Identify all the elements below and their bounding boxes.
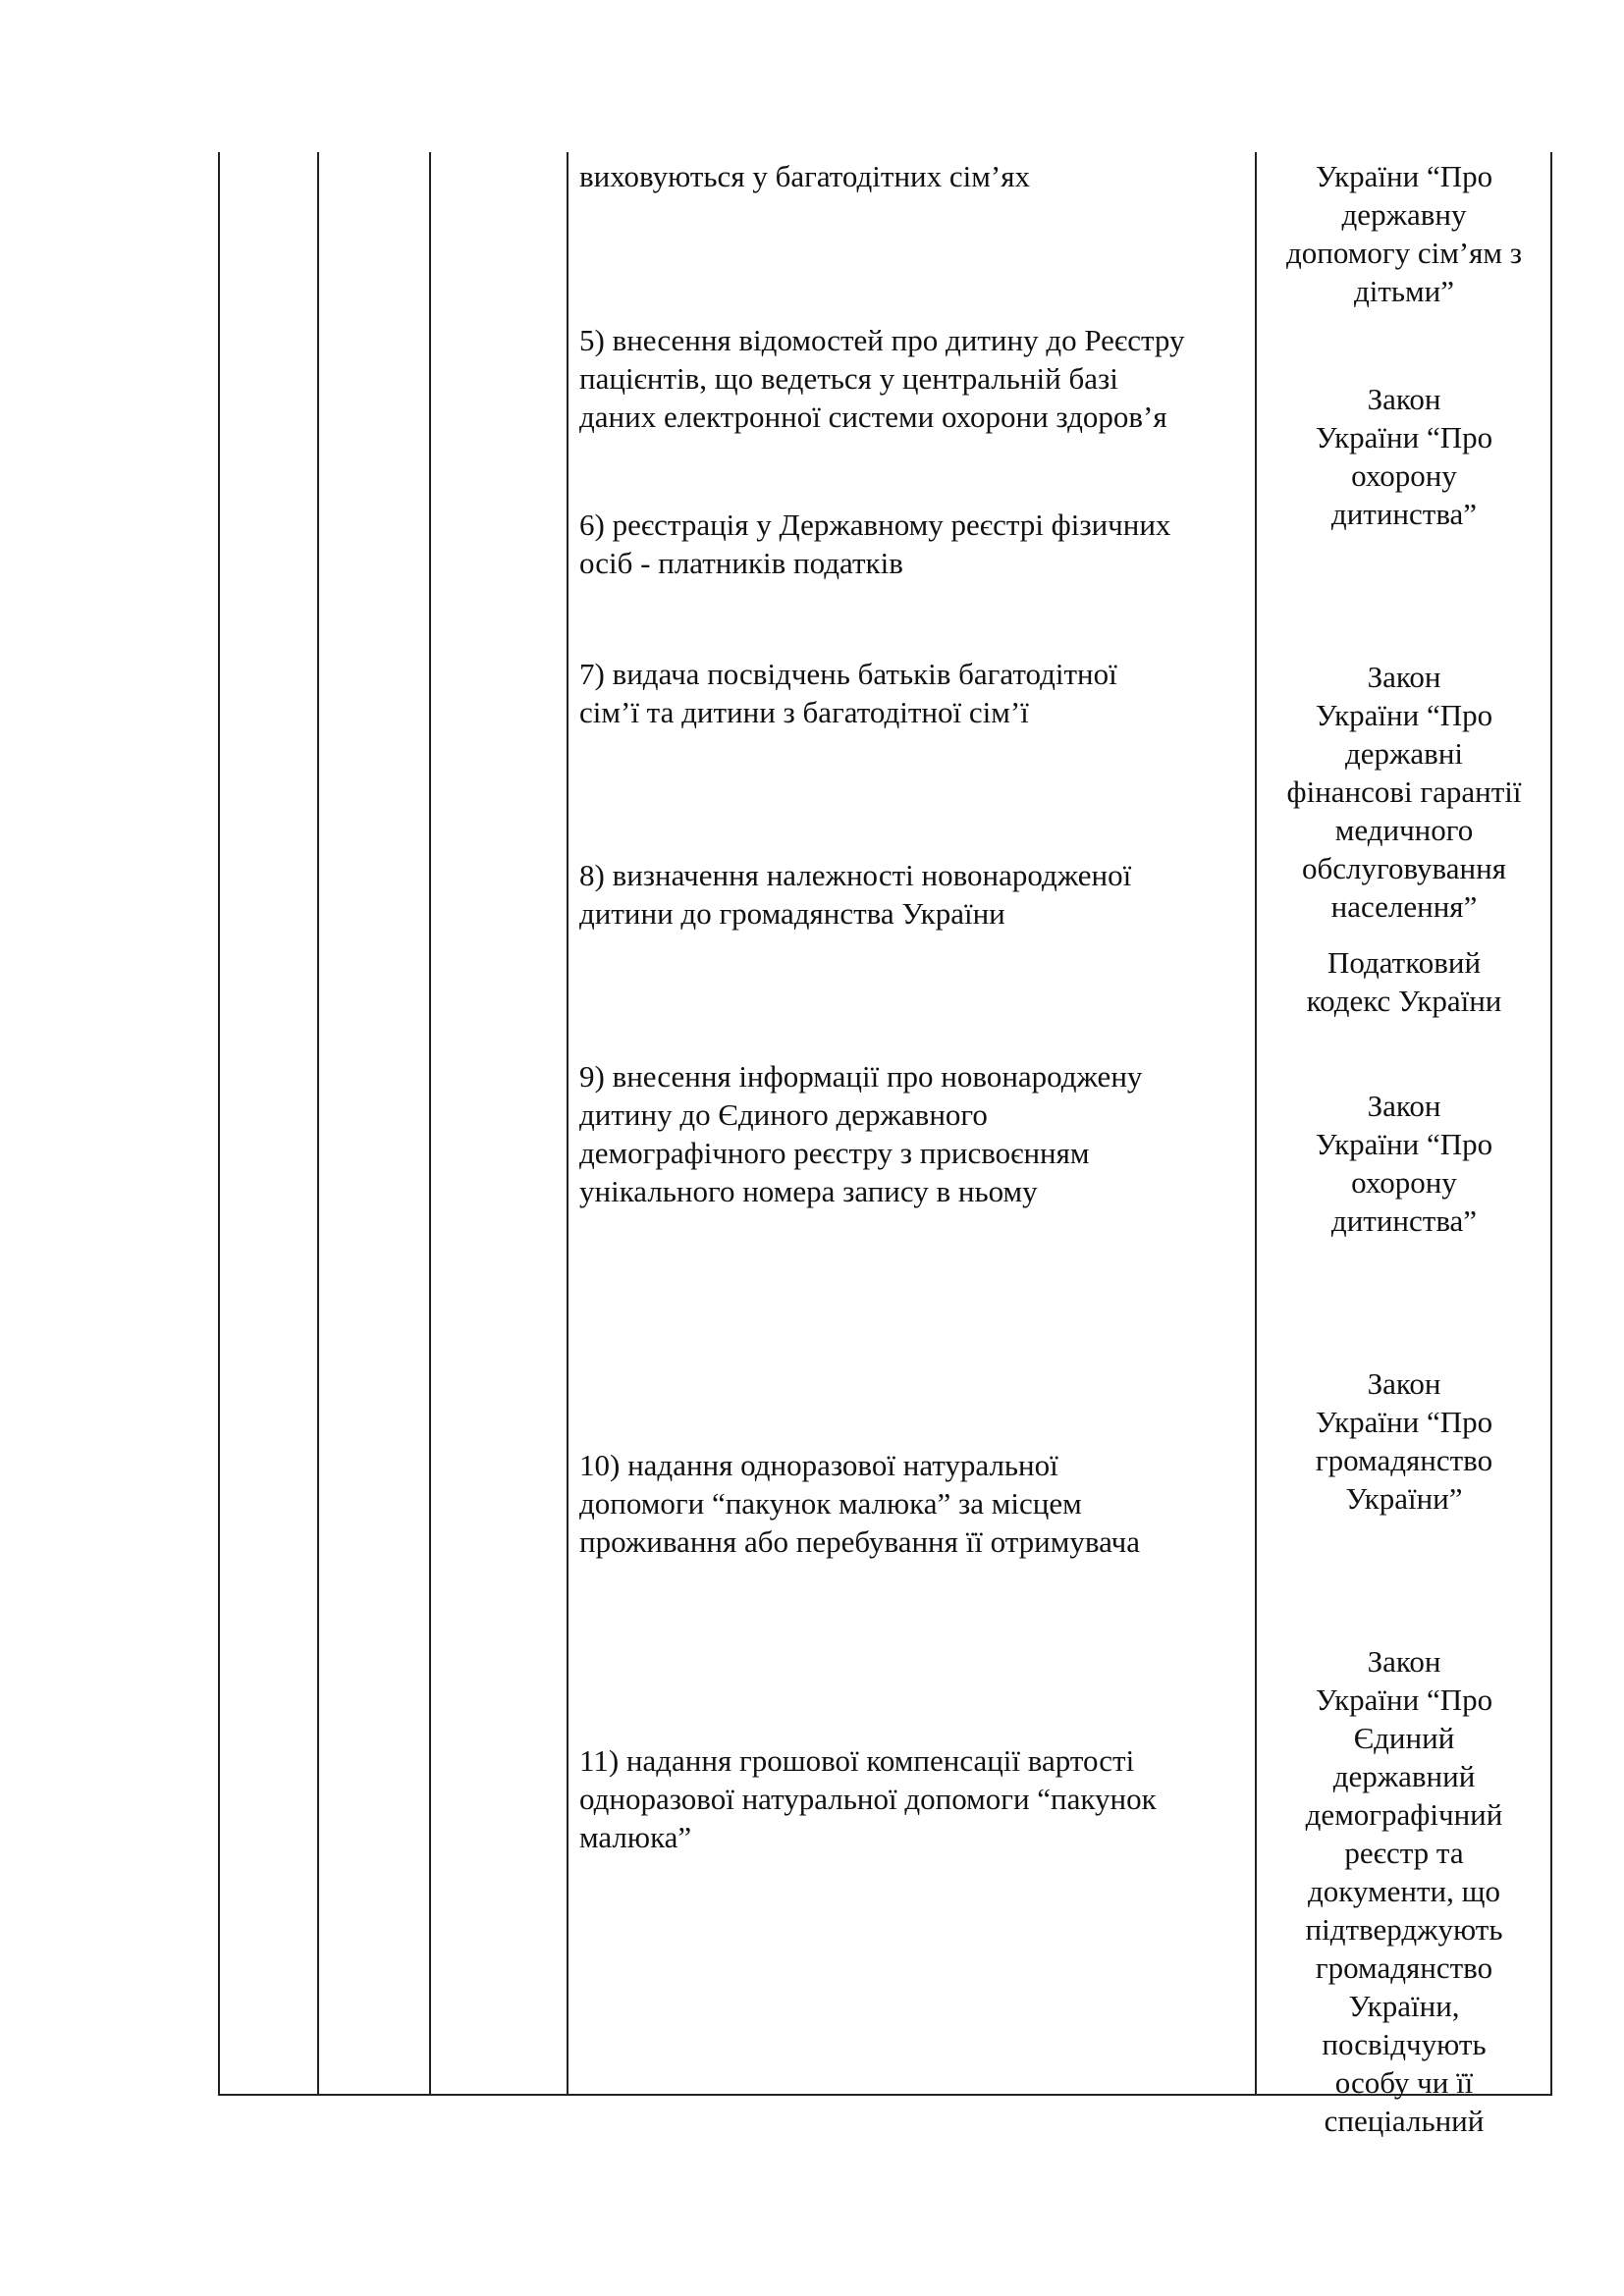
measure-line: 11) надання грошової компенсації вартості <box>579 1743 1135 1778</box>
measure-line: проживання або перебування її отримувача <box>579 1524 1140 1559</box>
law-line: України “Про <box>1315 420 1493 454</box>
law-line: Закон <box>1367 382 1441 416</box>
measure-line: пацієнтів, що ведеться у центральній базі <box>579 361 1118 396</box>
measure-line: 8) визначення належності новонародженої <box>579 858 1132 892</box>
measure-line: демографічного реєстру з присвоєнням <box>579 1136 1090 1170</box>
measure-line: виховуються у багатодітних сім’ях <box>579 159 1030 193</box>
column-divider-3 <box>567 152 568 2096</box>
measure-line: дитини до громадянства України <box>579 896 1005 931</box>
column-divider-2 <box>429 152 431 2096</box>
measure-line: 5) внесення відомостей про дитину до Реєстру <box>579 323 1185 357</box>
law-line: громадянство <box>1315 1950 1493 1985</box>
law-reference <box>1257 1642 1551 2140</box>
law-line: України “Про <box>1315 1127 1493 1161</box>
law-line: реєстр та <box>1344 1836 1464 1870</box>
law-line: України “Про <box>1315 159 1493 193</box>
law-line: України “Про <box>1315 1682 1493 1717</box>
law-line: підтверджують <box>1305 1912 1503 1947</box>
law-line: особу чи її <box>1334 2065 1474 2100</box>
law-line: спеціальний <box>1324 2104 1485 2138</box>
law-reference <box>1257 1087 1551 1240</box>
law-line: Закон <box>1367 1366 1441 1401</box>
law-line: України” <box>1345 1481 1463 1516</box>
law-line: кодекс України <box>1306 984 1502 1018</box>
law-line: населення” <box>1330 889 1478 924</box>
measure-line: одноразової натуральної допомоги “пакунок <box>579 1782 1157 1816</box>
measure-item <box>579 1057 1247 1210</box>
law-line: дитинства” <box>1330 497 1478 531</box>
law-line: охорону <box>1351 458 1457 493</box>
table-border-left <box>218 152 220 2096</box>
law-line: України, <box>1348 1989 1460 2023</box>
law-reference <box>1257 157 1551 310</box>
measure-item <box>579 1741 1247 1856</box>
law-line: Закон <box>1367 1089 1441 1123</box>
measure-line: 9) внесення інформації про новонароджену <box>579 1059 1143 1094</box>
measure-line: осіб - платників податків <box>579 546 903 580</box>
measure-item <box>579 655 1247 731</box>
law-line: Єдиний <box>1353 1721 1455 1755</box>
measure-item <box>579 506 1247 582</box>
law-line: Закон <box>1367 660 1441 694</box>
measure-line: дитину до Єдиного державного <box>579 1097 988 1132</box>
law-line: України “Про <box>1315 1405 1493 1439</box>
measure-line: допомоги “пакунок малюка” за місцем <box>579 1486 1082 1521</box>
law-reference <box>1257 1364 1551 1518</box>
law-reference <box>1257 380 1551 533</box>
law-line: дітьми” <box>1353 274 1455 308</box>
measure-line: 6) реєстрація у Державному реєстрі фізичних <box>579 507 1171 542</box>
law-line: обслуговування <box>1302 851 1506 885</box>
law-reference <box>1257 943 1551 1020</box>
law-line: державні <box>1344 736 1464 771</box>
law-line: медичного <box>1334 813 1474 847</box>
measure-line: малюка” <box>579 1820 692 1854</box>
law-line: охорону <box>1351 1165 1457 1200</box>
law-line: допомогу сім’ям з <box>1285 236 1523 270</box>
measure-item <box>579 157 1247 195</box>
law-line: Закон <box>1367 1644 1441 1679</box>
law-reference <box>1257 658 1551 926</box>
measure-item <box>579 321 1247 436</box>
law-line: дитинства” <box>1330 1203 1478 1238</box>
measure-line: 7) видача посвідчень батьків багатодітної <box>579 657 1117 691</box>
law-line: демографічний <box>1305 1797 1503 1832</box>
measure-line: 10) надання одноразової натуральної <box>579 1448 1058 1482</box>
law-line: посвідчують <box>1322 2027 1487 2061</box>
law-line: громадянство <box>1315 1443 1493 1477</box>
column-divider-1 <box>317 152 319 2096</box>
law-line: державну <box>1341 197 1467 232</box>
measure-line: унікального номера запису в ньому <box>579 1174 1038 1208</box>
measure-line: даних електронної системи охорони здоров’я <box>579 400 1167 434</box>
measure-line: сім’ї та дитини з багатодітної сім’ї <box>579 695 1029 729</box>
law-line: фінансові гарантії <box>1286 774 1522 809</box>
measure-item <box>579 1446 1247 1561</box>
law-line: документи, що <box>1308 1874 1500 1908</box>
law-line: державний <box>1332 1759 1476 1793</box>
law-line: Податковий <box>1326 945 1482 980</box>
law-line: України “Про <box>1315 698 1493 732</box>
measure-item <box>579 856 1247 933</box>
